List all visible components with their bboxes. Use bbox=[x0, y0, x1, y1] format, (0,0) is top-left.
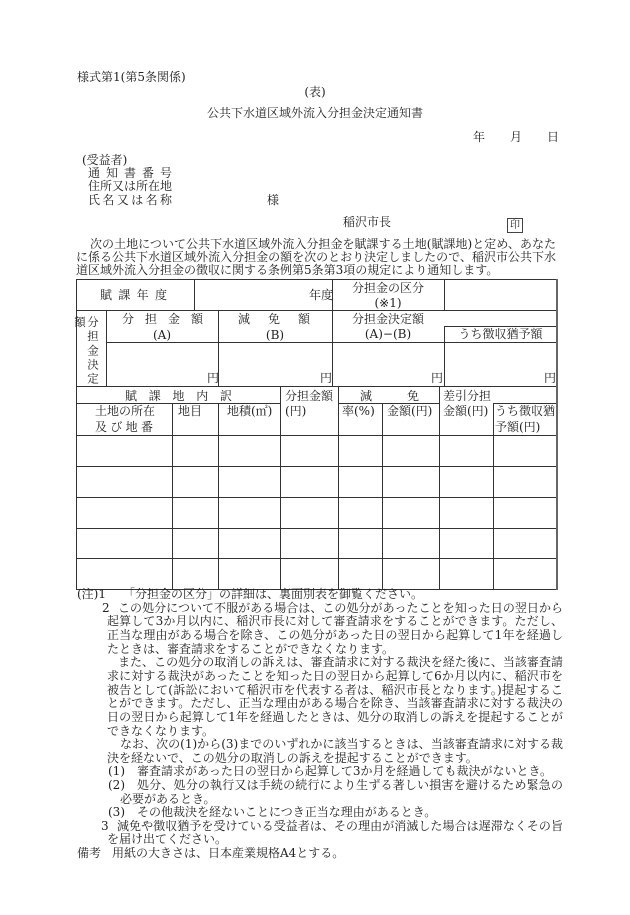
note-line: とができます。ただし、正当な理由がある場合を除き、当該審査請求に対する裁決の bbox=[107, 696, 563, 710]
table-line bbox=[439, 386, 440, 589]
document-title: 公共下水道区域外流入分担金決定通知書 bbox=[206, 106, 423, 120]
note-line: 決を経ないで、この処分の取消しの訴えを提起することができます。 bbox=[107, 751, 478, 765]
note-line: 処分、処分の執行又は手続の続行により生ずる著しい損害を避けるため緊急の bbox=[137, 778, 563, 792]
note-line: 「分担金の区分」の詳細は、裏面別表を御覧ください。 bbox=[123, 587, 424, 601]
land-category-header: 地目 bbox=[178, 404, 203, 418]
intro-line: 道区域外流入分担金の徴収に関する条例第5条第3項の規定により通知します。 bbox=[76, 263, 499, 277]
note-marker: (1) bbox=[108, 764, 125, 778]
amount-header: 分担金額 bbox=[285, 389, 334, 403]
note-line: この処分について不服がある場合は、この処分があったことを知った日の翌日から bbox=[118, 601, 563, 615]
form-number: 様式第1(第5条関係) bbox=[77, 70, 186, 84]
category-value bbox=[445, 280, 556, 309]
table-line bbox=[280, 386, 281, 589]
note-line: 起算して3か月以内に、稲沢市長に対して審査請求をすることができます。ただし、 bbox=[107, 614, 563, 628]
honorific: 様 bbox=[267, 193, 280, 207]
reduction-amount-header: 金額(円) bbox=[387, 404, 433, 418]
yen-unit-reduction: 円 bbox=[320, 371, 333, 385]
intro-line: に係る公共下水道区域外流入分担金の額を次のとおり決定しましたので、稲沢市公共下水 bbox=[76, 250, 556, 264]
net-amount-header: 差引分担 bbox=[443, 389, 492, 403]
category-note: (※1) bbox=[374, 296, 402, 310]
remarks-label: 備考 bbox=[77, 846, 102, 860]
issuer-name: 稲沢市長 bbox=[343, 215, 392, 229]
table-line bbox=[218, 403, 219, 589]
note-line: できなくなります。 bbox=[107, 724, 215, 738]
date-year-label: 年 bbox=[473, 130, 486, 144]
recipient-heading: (受益者) bbox=[82, 153, 128, 167]
note-marker: (3) bbox=[108, 805, 125, 819]
note-marker: (2) bbox=[108, 778, 125, 792]
note-line: 必要があるとき。 bbox=[120, 792, 216, 806]
note-line: 日の翌日から起算して1年を経過したときは、処分の取消しの訴えを提起することが bbox=[107, 710, 563, 724]
area-header: 地積(㎡) bbox=[227, 404, 273, 418]
deferred-label: うち徴収猶予額 bbox=[458, 327, 543, 341]
table-line bbox=[76, 310, 557, 311]
note-line: また、この処分の取消しの訴えは、審査請求に対する裁決を経た後に、当該審査請 bbox=[118, 655, 563, 669]
lot-number-header: 及び地番 bbox=[95, 420, 153, 434]
remarks-text: 用紙の大きさは、日本産業規格A4とする。 bbox=[112, 846, 345, 860]
date-month-label: 月 bbox=[510, 130, 523, 144]
rate-header: 率(%) bbox=[342, 404, 375, 418]
address-label: 住所又は所在地 bbox=[88, 179, 173, 193]
table-line bbox=[338, 386, 339, 589]
reduction-group-header: 減免 bbox=[360, 389, 419, 403]
table-line bbox=[493, 403, 494, 589]
date-day-label: 日 bbox=[547, 130, 560, 144]
note-line: 審査請求があった日の翌日から起算して3か月を経過しても裁決がないとき。 bbox=[137, 764, 553, 778]
note-line: 求に対する裁決があったことを知った日の翌日から起算して6か月以内に、稲沢市を bbox=[107, 669, 563, 683]
name-label: 氏名又は名称 bbox=[88, 193, 172, 207]
table-line bbox=[382, 403, 383, 589]
category-label: 分担金の区分 bbox=[351, 281, 424, 295]
amount-sub: (A) bbox=[152, 328, 172, 342]
side-label: (表) bbox=[304, 85, 326, 99]
yen-unit-deferred: 円 bbox=[544, 371, 557, 385]
deferred-amount-header: うち徴収猶 bbox=[495, 404, 556, 418]
yen-unit-decided: 円 bbox=[431, 371, 444, 385]
notice-number-label: 通知書番号 bbox=[88, 166, 172, 180]
table-line bbox=[76, 386, 557, 387]
net-amount-unit-header: 金額(円) bbox=[443, 404, 489, 418]
decided-amount-side-label: 分担金決定額 bbox=[73, 316, 100, 384]
note-line: 正当な理由がある場合を除き、この処分があった日の翌日から起算して1年を経過し bbox=[107, 628, 563, 642]
table-line bbox=[76, 435, 557, 436]
yen-unit-amount: 円 bbox=[207, 371, 220, 385]
note-line: を届け出てください。 bbox=[107, 832, 228, 846]
note-line: たときは、審査請求をすることができなくなります。 bbox=[107, 642, 395, 656]
reduction-sub: (B) bbox=[265, 328, 285, 342]
seal-mark: 印 bbox=[507, 218, 523, 233]
levy-year-value bbox=[195, 280, 307, 309]
levy-year-label: 賦課年度 bbox=[100, 288, 167, 302]
note-line: なお、次の(1)から(3)までのいずれかに該当するときは、当該審査請求に対する裁 bbox=[120, 737, 563, 751]
decided-label: 分担金決定額 bbox=[351, 312, 424, 326]
land-group-header: 賦課地内訳 bbox=[125, 389, 232, 403]
table-line bbox=[106, 310, 107, 386]
note-line: その他裁決を経ないことにつき正当な理由があるとき。 bbox=[137, 805, 437, 819]
table-line bbox=[76, 528, 557, 529]
note-marker: (注)1 bbox=[77, 587, 106, 601]
table-line bbox=[556, 279, 558, 590]
table-line bbox=[76, 497, 557, 498]
note-marker: 2 bbox=[102, 601, 110, 615]
decided-sub: (A)−(B) bbox=[364, 327, 412, 341]
location-header: 土地の所在 bbox=[95, 404, 156, 418]
amount-label: 分担金額 bbox=[122, 312, 203, 326]
year-suffix: 年度 bbox=[309, 288, 334, 302]
amount-unit-header: (円) bbox=[285, 404, 307, 418]
note-marker: 3 bbox=[101, 819, 109, 833]
intro-line: 次の土地について公共下水道区域外流入分担金を賦課する土地(賦課地)と定め、あなた bbox=[90, 237, 556, 251]
note-line: 被告として(訴訟において稲沢市を代表する者は、稲沢市長となります。)提起するこ bbox=[107, 683, 563, 697]
table-line bbox=[76, 558, 557, 559]
table-line bbox=[172, 403, 173, 589]
note-line: 減免や徴収猶予を受けている受益者は、その理由が消滅した場合は遅滞なくその旨 bbox=[117, 819, 563, 833]
reduction-label: 減免額 bbox=[238, 312, 310, 326]
table-line bbox=[76, 466, 557, 467]
deferred-amount-unit-header: 予額(円) bbox=[495, 420, 541, 434]
